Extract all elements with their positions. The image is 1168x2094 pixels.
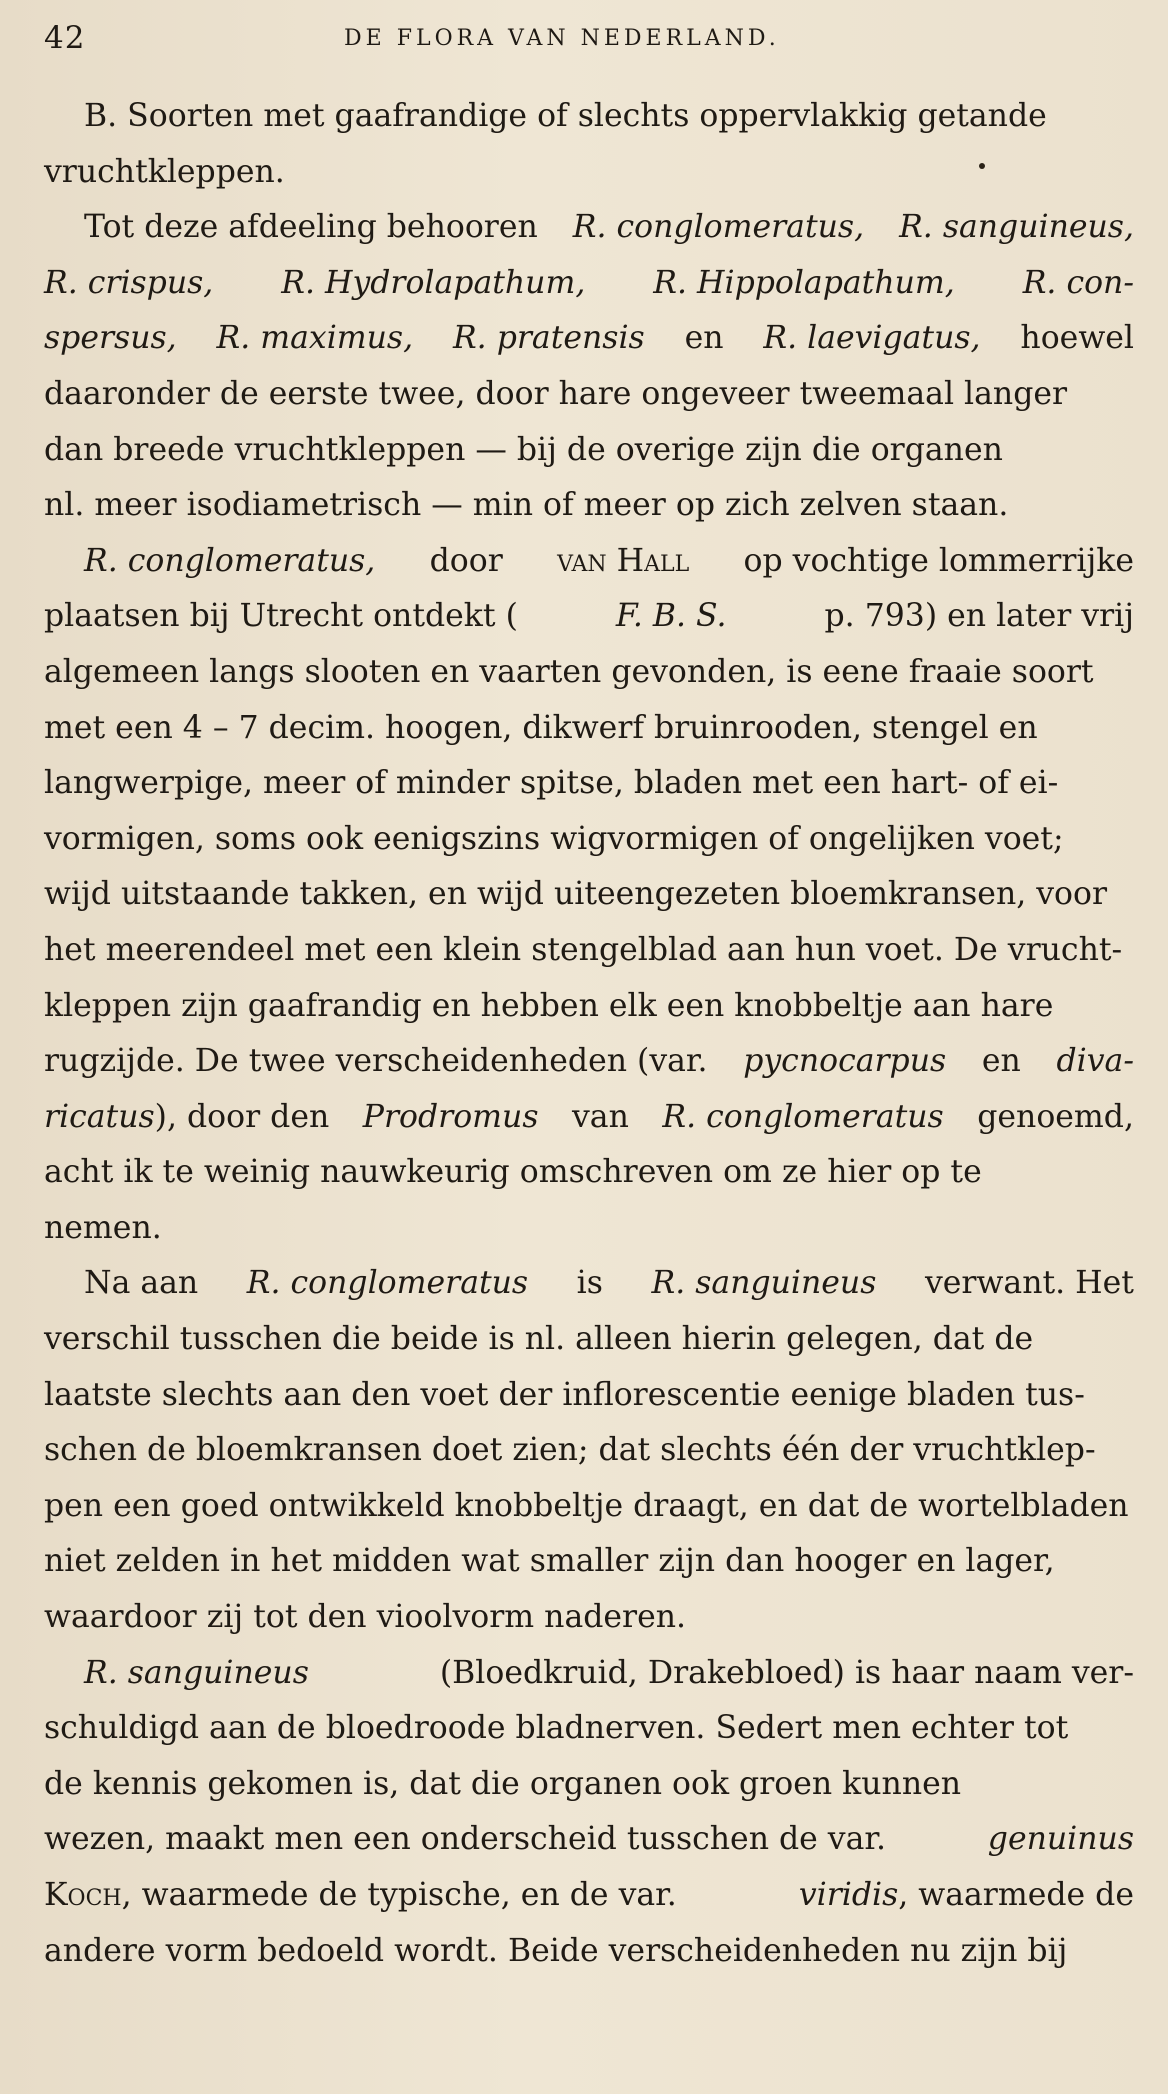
text-fragment [44,1877,677,1913]
text-line [44,1877,1134,1933]
taxon-name: R. sanguineus [84,1654,309,1691]
text-line: wijd uitstaande takken, en wijd uiteengezeten bloemkransen, voor [44,876,1108,913]
taxon-name: R. conglomeratus, [572,209,865,246]
text-line [44,1043,1134,1099]
text-fragment: , waarmede de typische, en de var. [121,1877,677,1913]
text-fragment: op vochtige lommerrijke [743,542,1134,579]
taxon-name: R. sanguineus, [899,209,1134,246]
page-body [44,98,1134,1988]
text-line [44,1099,1134,1155]
text-line: andere vorm bedoeld wordt. Beide verscheidenheden nu zijn bij [44,1932,1068,1969]
text-line: acht ik te weinig nauwkeurig omschreven om ze hier op te [44,1154,982,1191]
text-line [44,1265,1134,1321]
taxon-name: R. Hydrolapathum, [281,264,586,301]
page-number: 42 [44,20,86,56]
taxon-name: R. conglomeratus [246,1265,529,1302]
text-line: pen een goed ontwikkeld knobbeltje draagt, en dat de wortelbladen [44,1487,1129,1524]
taxon-name: R. con- [1022,264,1134,301]
text-fragment: Na aan [84,1265,199,1302]
taxon-name: viridis [798,1877,899,1913]
taxon-name: R. Hippolapathum, [653,264,955,301]
taxon-name: R. sanguineus [651,1265,877,1302]
text-line: langwerpige, meer of minder spitse, bladen met een hart- of ei- [44,765,1059,802]
taxon-name: R. crispus, [44,264,214,301]
taxon-name: R. laevigatus, [763,320,981,357]
text-line [44,1821,1134,1877]
text-line: schuldigd aan de bloedroode bladnerven. Sedert men echter tot [44,1710,1069,1747]
text-line: niet zelden in het midden wat smaller zijn dan hooger en lager, [44,1543,1055,1580]
text-line: dan breede vruchtkleppen — bij de overige zijn die organen [44,431,1003,468]
text-fragment [799,1877,1134,1913]
text-line: waardoor zij tot den vioolvorm naderen. [44,1599,687,1636]
text-line: vruchtkleppen. [44,153,285,190]
text-fragment: genoemd, [977,1098,1134,1135]
text-line: vormigen, soms ook eenigszins wigvormigen of ongelijken voet; [44,820,1064,857]
taxon-name: R. maximus, [216,320,414,357]
text-fragment: verwant. Het [924,1265,1134,1302]
taxon-name: diva- [1056,1043,1134,1080]
text-fragment: ), door den [154,1098,330,1135]
text-fragment: (Bloedkruid, Drakebloed) is haar naam ver- [439,1654,1134,1691]
taxon-name: genuinus [987,1821,1134,1858]
text-line: kleppen zijn gaafrandig en hebben elk een knobbeltje aan hare [44,987,1054,1024]
taxon-name: pycnocarpus [743,1043,947,1080]
text-fragment [44,1099,329,1135]
taxon-name: R. conglomeratus [662,1098,944,1135]
text-fragment: door [429,542,503,579]
text-line: nl. meer isodiametrisch — min of meer op zich zelven staan. [44,487,1009,524]
text-line: met een 4 – 7 decim. hoogen, dikwerf bruinrooden, stengel en [44,709,1038,746]
text-line: nemen. [44,1209,162,1246]
text-line: het meerendeel met een klein stengelblad aan hun voet. De vrucht- [44,931,1123,968]
text-fragment: hoewel [1020,320,1134,357]
work-title: Prodromus [362,1098,539,1135]
taxon-name: R. conglomeratus, [84,542,376,579]
author-name: van Hall [557,542,690,579]
text-line: verschil tusschen die beide is nl. alleen hierin gelegen, dat de [44,1321,1034,1358]
taxon-name: spersus, [44,320,177,357]
text-fragment: rugzijde. De twee verscheidenheden (var. [44,1043,708,1080]
text-line [44,320,1134,376]
running-title: DE FLORA VAN NEDERLAND. [344,26,780,51]
text-fragment: en [684,320,724,357]
page-header [44,20,1134,60]
text-fragment: , waarmede de [898,1877,1134,1913]
citation: F. B. S. [615,598,727,635]
text-fragment: plaatsen bij Utrecht ontdekt ( [44,598,518,635]
text-fragment: van [572,1098,629,1135]
text-line: daaronder de eerste twee, door hare ongeveer tweemaal langer [44,375,1068,412]
text-fragment: p. 793) en later vrij [824,598,1134,635]
text-line [44,598,1134,654]
text-line: de kennis gekomen is, dat die organen ook groen kunnen [44,1765,962,1802]
text-fragment: en [981,1043,1021,1080]
taxon-name: R. pratensis [452,320,645,357]
text-line: laatste slechts aan den voet der inflorescentie eenige bladen tus- [44,1376,1085,1413]
text-fragment: is [576,1265,603,1302]
author-name: Koch [44,1877,122,1913]
text-line [44,543,1134,599]
text-line: B. Soorten met gaafrandige of slechts oppervlakkig getande [84,98,1047,134]
text-line [44,209,1134,265]
text-fragment: wezen, maakt men een onderscheid tusschen de var. [44,1821,886,1858]
text-line: schen de bloemkransen doet zien; dat slechts één der vruchtklep- [44,1432,1096,1469]
text-line [44,265,1134,321]
text-fragment: Tot deze afdeeling behooren [84,209,538,246]
taxon-name: ricatus [44,1098,155,1135]
text-line: algemeen langs slooten en vaarten gevonden, is eene fraaie soort [44,653,1094,690]
text-line [44,1655,1134,1711]
